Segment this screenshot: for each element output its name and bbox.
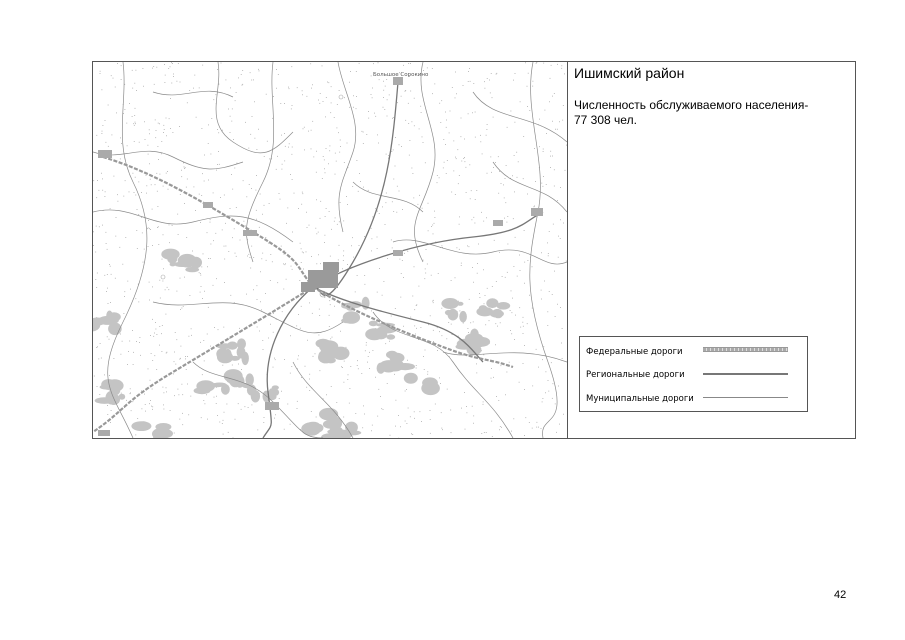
legend-label-federal: Федеральные дороги [586,347,683,357]
population-value: 77 308 чел. [574,113,637,127]
legend-line-regional [703,373,788,375]
district-title: Ишимский район [574,65,685,81]
map-canvas [93,62,567,438]
population-label: Численность обслуживаемого населения- [574,98,809,112]
federal-roads [93,157,513,432]
map-frame [92,61,856,439]
municipal-roads [93,62,567,438]
map-legend [579,336,808,412]
legend-label-regional: Региональные дороги [586,370,685,380]
town-label: Большое Сорокино [373,72,429,78]
forest-patches [93,249,510,438]
district-map[interactable] [93,62,568,438]
page-number: 42 [834,589,847,601]
legend-line-federal [703,347,788,352]
map-texture [93,62,567,438]
district-info-panel [568,62,855,438]
legend-line-municipal [703,397,788,398]
legend-label-municipal: Муниципальные дороги [586,394,694,404]
regional-roads [263,82,543,438]
population-text [574,98,844,128]
